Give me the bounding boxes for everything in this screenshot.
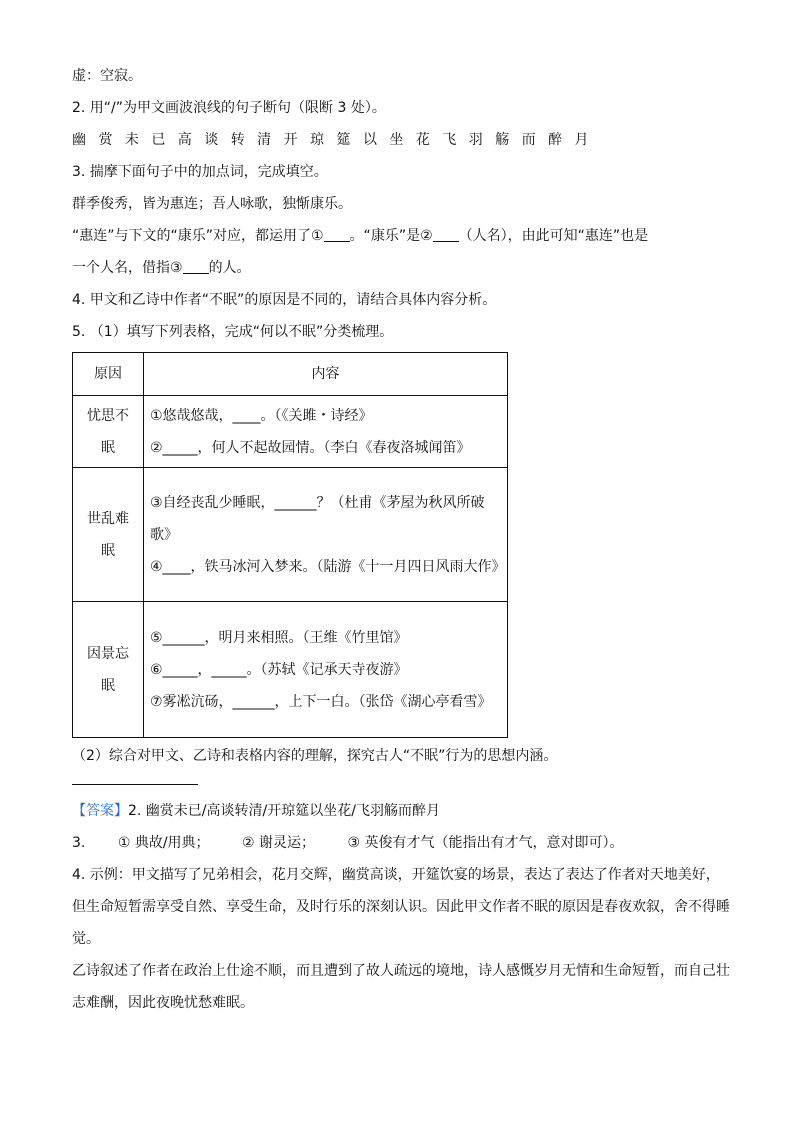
table-row xyxy=(73,396,508,468)
fill-blank-line-1 xyxy=(72,220,732,252)
cause-cell: 世乱难眠 xyxy=(87,510,129,559)
answer-2: 2. 幽赏未已/高谈转清/开琼筵以坐花/飞羽觞而醉月 xyxy=(128,803,440,819)
content-item: ②_____，何人不起故园情。（李白《春夜洛城闻笛》 xyxy=(150,439,471,456)
blank-1[interactable] xyxy=(324,227,350,242)
note-line: 虚：空寂。 xyxy=(72,68,142,84)
header-content: 内容 xyxy=(144,353,508,396)
content-item: ⑦雾凇沆砀，______，上下一白。（张岱《湖心亭看雪》 xyxy=(150,693,492,710)
answer-3-number: 3. xyxy=(72,835,86,851)
content-item: ⑤______，明月来相照。（王维《竹里馆》 xyxy=(150,629,408,646)
answer-3-item: ③ 英俊有才气（能指出有才气，意对即可）。 xyxy=(347,835,624,851)
content-item: ⑥_____，_____。（苏轼《记承天寺夜游》 xyxy=(150,661,408,678)
question-5-part-2: （2）综合对甲文、乙诗和表格内容的理解，探究古人“不眠”行为的思想内涵。 xyxy=(72,748,558,764)
answer-3-item: ② 谢灵运； xyxy=(241,835,315,851)
table-row xyxy=(73,468,508,602)
fill-text-3: （人名），由此可知“惠连”也是 xyxy=(458,228,649,244)
answer-3-item: ① 典故/用典； xyxy=(117,835,210,851)
cause-cell: 因景忘眠 xyxy=(87,645,129,694)
fill-text-1: “惠连”与下文的“康乐”对应，都运用了① xyxy=(72,228,324,244)
content-item: ③自经丧乱少睡眠，______？（杜甫《茅屋为秋风所破歌》 xyxy=(150,494,485,543)
blank-3[interactable] xyxy=(183,259,209,274)
question-5: 5. （1）填写下列表格，完成“何以不眠”分类梳理。 xyxy=(72,324,394,340)
question-4: 4. 甲文和乙诗中作者“不眠”的原因是不同的，请结合具体内容分析。 xyxy=(72,292,497,308)
fill-text-2: 。“康乐”是② xyxy=(349,228,433,244)
document-page xyxy=(72,60,732,1019)
answer-tag: 【答案】 xyxy=(72,803,128,819)
fill-text-4: 一个人名，借指③ xyxy=(72,260,183,276)
answer-4-paragraph-2: 乙诗叙述了作者在政治上仕途不顺，而且遭到了故人疏远的境地，诗人感慨岁月无情和生命短暂，而自己壮志难酬，因此夜晚忧愁难眠。 xyxy=(72,963,730,1011)
quoted-sentence: 群季俊秀，皆为惠连；吾人咏歌，独惭康乐。 xyxy=(72,196,352,212)
header-cause: 原因 xyxy=(73,353,144,396)
answer-3-line xyxy=(72,827,732,859)
answer-2-line xyxy=(72,795,732,827)
fill-blank-line-2 xyxy=(72,252,732,284)
question-3: 3. 揣摩下面句子中的加点词，完成填空。 xyxy=(72,164,328,180)
question-2: 2. 用“/”为甲文画波浪线的句子断句（限断 3 处）。 xyxy=(72,100,386,116)
content-item: ①悠哉悠哉，____。（《关雎・诗经》 xyxy=(150,407,373,424)
content-item: ④____，铁马冰河入梦来。（陆游《十一月四日风雨大作》 xyxy=(150,558,506,575)
fill-text-5: 的人。 xyxy=(208,260,251,276)
classification-table xyxy=(72,352,508,738)
answer-4-paragraph-1: 4. 示例：甲文描写了兄弟相会，花月交辉，幽赏高谈，开筵饮宴的场景，表达了表达了作者对天地美好，但生命短暂需享受自然、享受生命，及时行乐的深刻认识。因此甲文作者不眠的原因是春夜欢叙，舍不得睡觉。 xyxy=(72,867,730,947)
separator-line xyxy=(72,784,198,785)
cause-cell: 忧思不眠 xyxy=(87,407,129,456)
table-row xyxy=(73,602,508,738)
blank-2[interactable] xyxy=(433,227,459,242)
punctuation-sentence: 幽 赏 未 已 高 谈 转 清 开 琼 筵 以 坐 花 飞 羽 觞 而 醉 月 xyxy=(72,132,593,148)
